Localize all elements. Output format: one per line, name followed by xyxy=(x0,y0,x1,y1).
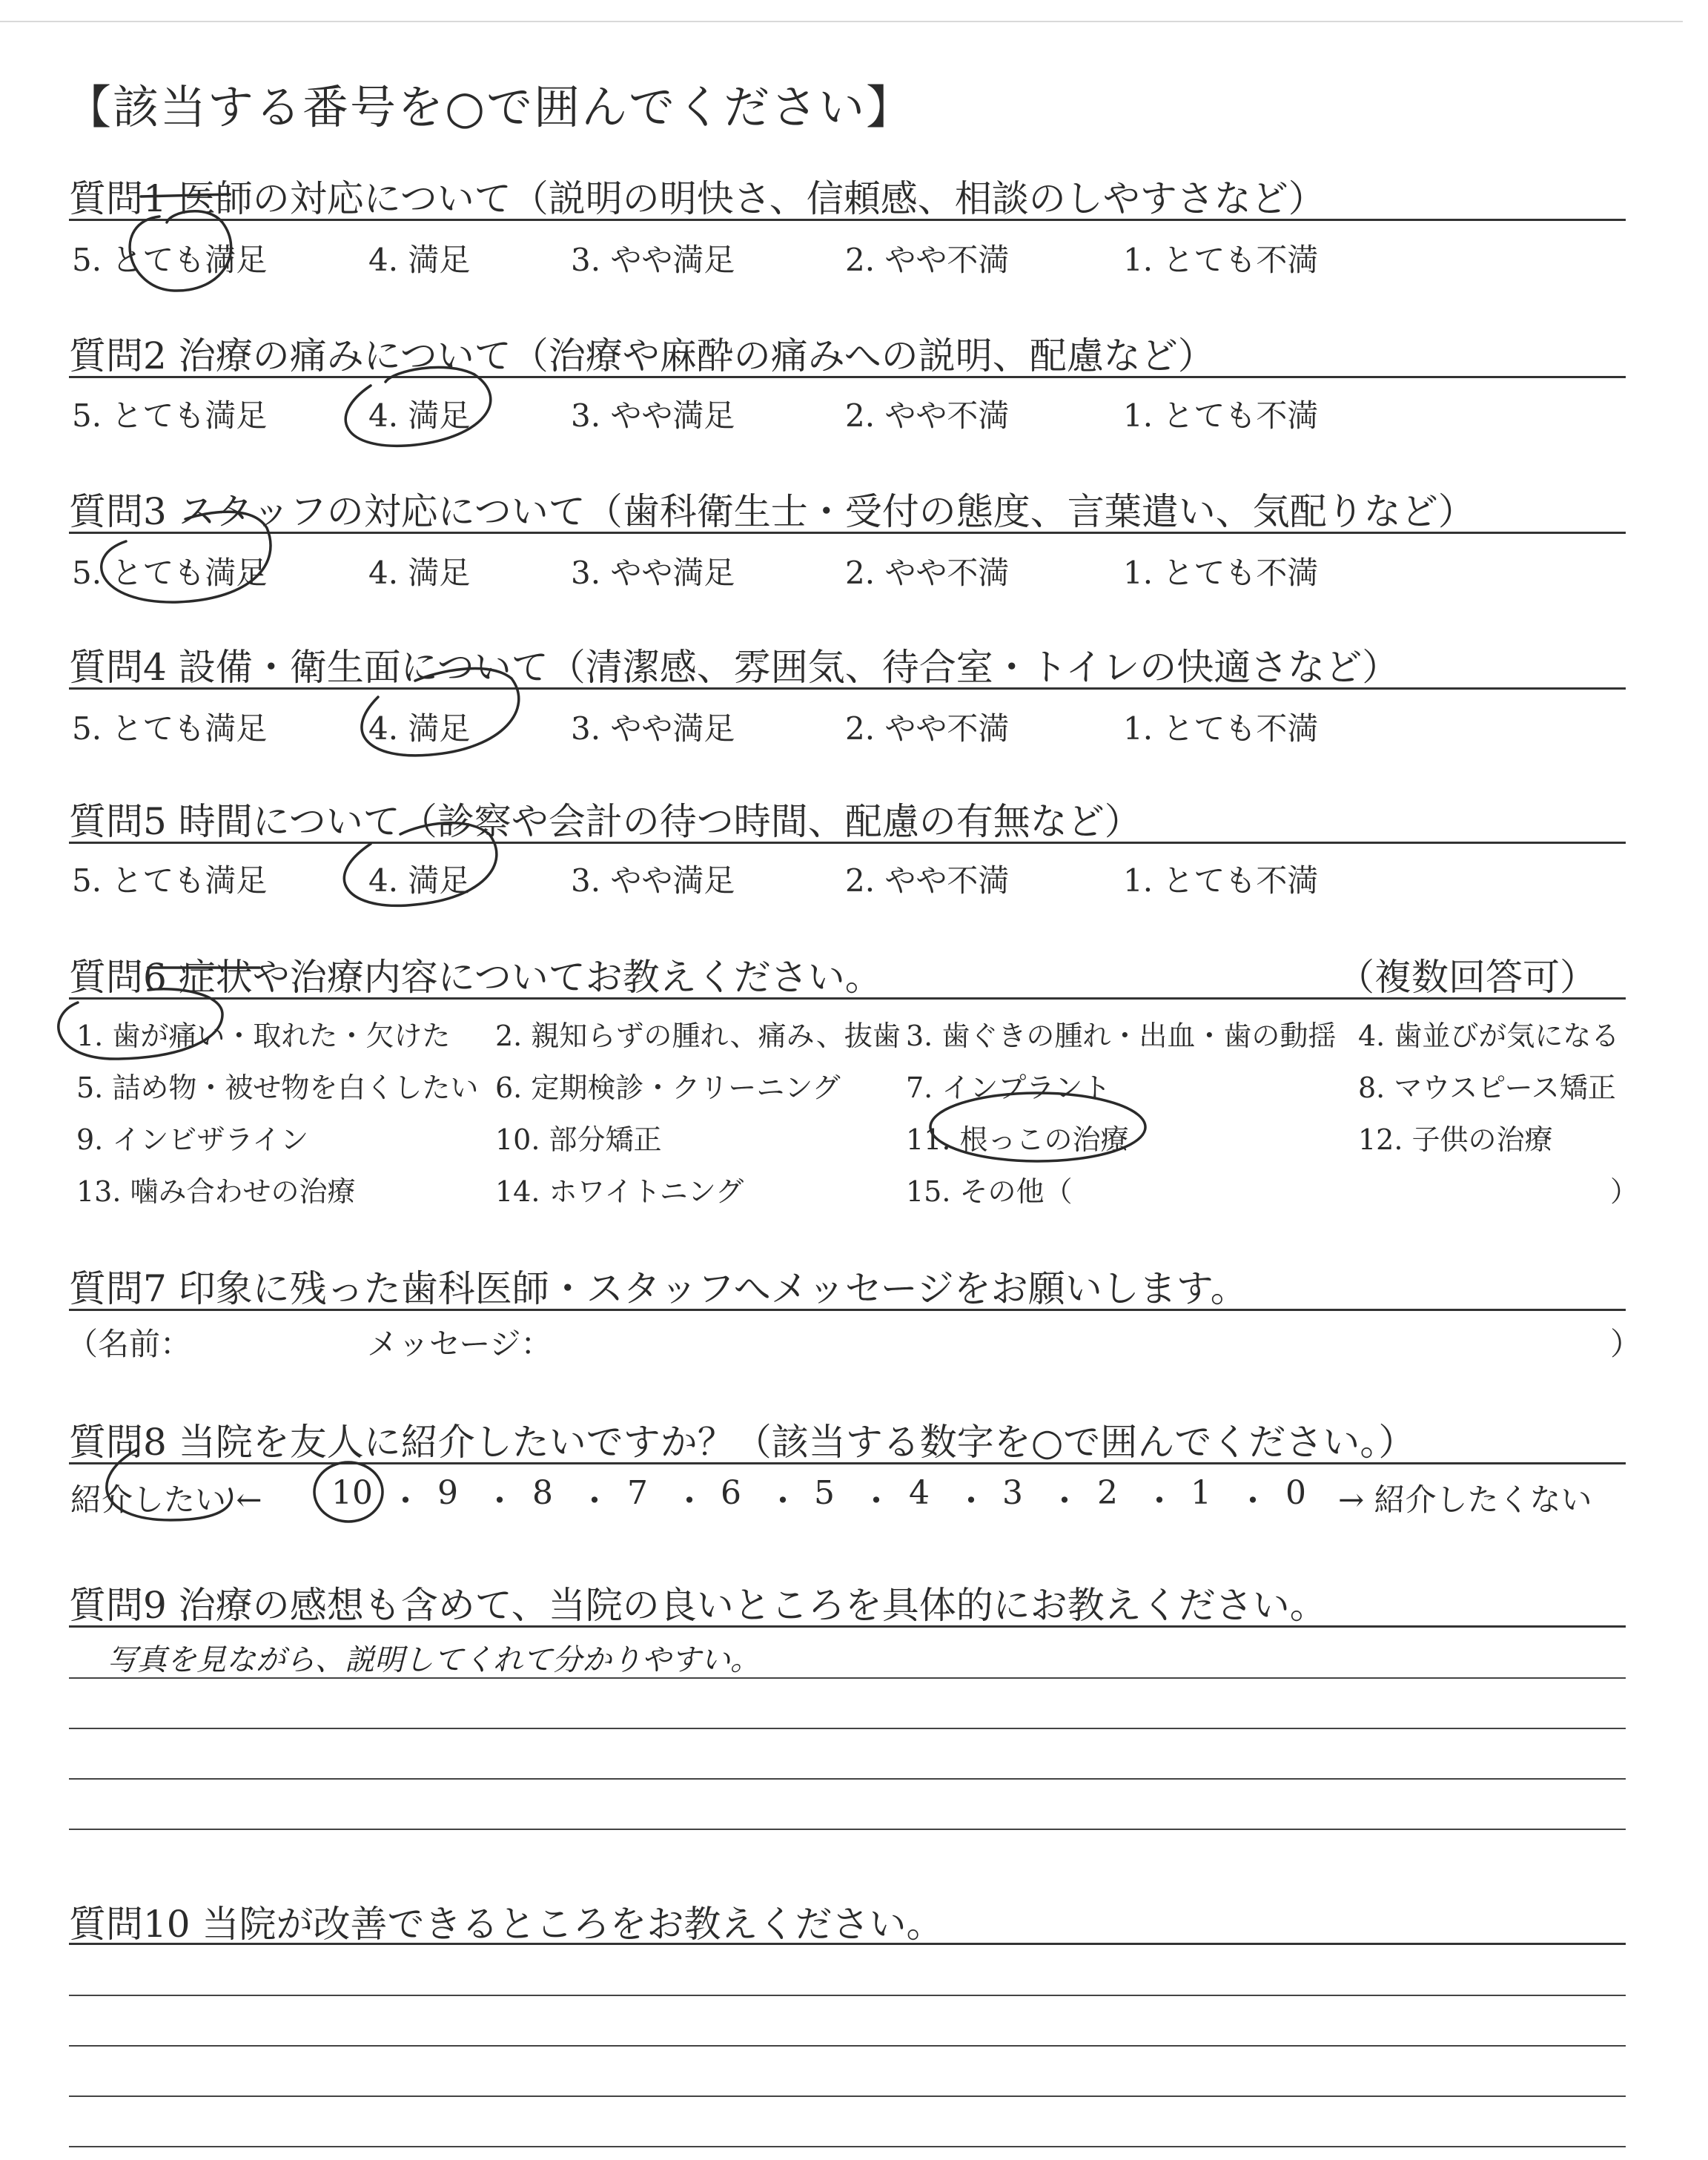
q4-heading: 質問4 設備・衛生面について（清潔感、雰囲気、待合室・トイレの快適さなど） xyxy=(69,646,1400,689)
q10-answer-line xyxy=(69,2146,1626,2147)
q8-dot: ・ xyxy=(578,1482,611,1520)
q5-option-2[interactable]: 2. やや不満 xyxy=(845,862,1010,899)
top-border xyxy=(0,21,1683,22)
q8-dot: ・ xyxy=(1143,1482,1176,1520)
q8-score-4[interactable]: 4 xyxy=(909,1474,930,1512)
q9-answer-line xyxy=(69,1728,1626,1729)
q2-option-1[interactable]: 1. とても不満 xyxy=(1123,397,1319,434)
q1-option-3[interactable]: 3. やや満足 xyxy=(571,242,735,278)
q5-option-4[interactable]: 4. 満足 xyxy=(368,862,471,899)
q7-heading: 質問7 印象に残った歯科医師・スタッフへメッセージをお願いします。 xyxy=(69,1267,1248,1310)
q10-answer-line xyxy=(69,2045,1626,2047)
q6-multi-answer-note: （複数回答可） xyxy=(1337,956,1597,999)
q6-other-close: ） xyxy=(1610,1175,1639,1208)
q8-dot: ・ xyxy=(389,1482,422,1520)
q4-option-4[interactable]: 4. 満足 xyxy=(368,710,471,747)
q6-option-6[interactable]: 6. 定期検診・クリーニング xyxy=(495,1071,841,1104)
q2-option-5[interactable]: 5. とても満足 xyxy=(72,397,268,434)
q8-right-label: → 紹介したくない xyxy=(1338,1482,1592,1518)
q6-option-8[interactable]: 8. マウスピース矯正 xyxy=(1358,1071,1616,1104)
q3-option-2[interactable]: 2. やや不満 xyxy=(845,555,1010,591)
q9-answer-line xyxy=(69,1677,1626,1679)
q8-score-0[interactable]: 0 xyxy=(1285,1474,1306,1512)
q8-score-9[interactable]: 9 xyxy=(437,1474,458,1512)
q8-score-5[interactable]: 5 xyxy=(814,1474,835,1512)
q6-option-11[interactable]: 11. 根っこの治療 xyxy=(906,1123,1129,1156)
q5-heading: 質問5 時間について（診察や会計の待つ時間、配慮の有無など） xyxy=(69,800,1142,843)
q8-score-8[interactable]: 8 xyxy=(532,1474,553,1512)
q8-dot: ・ xyxy=(955,1482,987,1520)
q7-rule xyxy=(69,1309,1626,1311)
q8-score-1[interactable]: 1 xyxy=(1191,1474,1211,1512)
q8-score-7[interactable]: 7 xyxy=(627,1474,648,1512)
q1-option-2[interactable]: 2. やや不満 xyxy=(845,242,1010,278)
q6-option-4[interactable]: 4. 歯並びが気になる xyxy=(1358,1020,1620,1052)
q2-rule xyxy=(69,376,1626,378)
q6-option-14[interactable]: 14. ホワイトニング xyxy=(495,1175,744,1208)
q9-heading: 質問9 治療の感想も含めて、当院の良いところを具体的にお教えください。 xyxy=(69,1584,1327,1627)
q6-heading: 質問6 症状や治療内容についてお教えください。 xyxy=(69,956,882,999)
q8-rule xyxy=(69,1462,1626,1464)
q7-message-label: メッセージ： xyxy=(367,1326,552,1362)
q1-option-5[interactable]: 5. とても満足 xyxy=(72,242,268,278)
q9-answer-line xyxy=(69,1829,1626,1830)
q3-option-4[interactable]: 4. 満足 xyxy=(368,555,471,591)
q2-heading: 質問2 治療の痛みについて（治療や麻酔の痛みへの説明、配慮など） xyxy=(69,334,1215,377)
q1-option-1[interactable]: 1. とても不満 xyxy=(1123,242,1319,278)
q8-dot: ・ xyxy=(767,1482,799,1520)
q8-dot: ・ xyxy=(673,1482,706,1520)
q6-option-5[interactable]: 5. 詰め物・被せ物を白くしたい xyxy=(76,1071,479,1104)
q4-option-3[interactable]: 3. やや満足 xyxy=(571,710,735,747)
q6-option-12[interactable]: 12. 子供の治療 xyxy=(1358,1123,1553,1156)
q2-option-4[interactable]: 4. 満足 xyxy=(368,397,471,434)
q8-dot: ・ xyxy=(860,1482,893,1520)
q6-option-10[interactable]: 10. 部分矯正 xyxy=(495,1123,662,1156)
q5-option-3[interactable]: 3. やや満足 xyxy=(571,862,735,899)
q5-option-5[interactable]: 5. とても満足 xyxy=(72,862,268,899)
q6-option-2[interactable]: 2. 親知らずの腫れ、痛み、抜歯 xyxy=(495,1020,901,1052)
q7-close: ） xyxy=(1610,1326,1642,1362)
q3-heading: 質問3 スタッフの対応について（歯科衛生士・受付の態度、言葉遣い、気配りなど） xyxy=(69,490,1475,533)
q8-heading: 質問8 当院を友人に紹介したいですか？（該当する数字を○で囲んでください。） xyxy=(69,1421,1416,1464)
q6-option-1[interactable]: 1. 歯が痛い・取れた・欠けた xyxy=(76,1020,451,1052)
q6-option-13[interactable]: 13. 噛み合わせの治療 xyxy=(76,1175,356,1208)
q4-option-1[interactable]: 1. とても不満 xyxy=(1123,710,1319,747)
q4-option-5[interactable]: 5. とても満足 xyxy=(72,710,268,747)
q6-option-15[interactable]: 15. その他（ xyxy=(906,1175,1073,1208)
q9-answer-line xyxy=(69,1778,1626,1780)
q8-left-label: 紹介したい ← xyxy=(70,1482,262,1518)
q1-option-4[interactable]: 4. 満足 xyxy=(368,242,471,278)
q9-handwritten-answer: 写真を見ながら、説明してくれて分かりやすい。 xyxy=(107,1643,760,1677)
q10-heading: 質問10 当院が改善できるところをお教えください。 xyxy=(69,1903,944,1946)
q3-option-3[interactable]: 3. やや満足 xyxy=(571,555,735,591)
q3-rule xyxy=(69,532,1626,534)
q10-rule xyxy=(69,1943,1626,1945)
q6-option-7[interactable]: 7. インプラント xyxy=(906,1071,1111,1104)
q1-rule xyxy=(69,219,1626,221)
q3-option-1[interactable]: 1. とても不満 xyxy=(1123,555,1319,591)
q8-score-6[interactable]: 6 xyxy=(721,1474,741,1512)
q3-option-5[interactable]: 5. とても満足 xyxy=(72,555,268,591)
q5-rule xyxy=(69,842,1626,844)
q9-rule xyxy=(69,1625,1626,1628)
q4-option-2[interactable]: 2. やや不満 xyxy=(845,710,1010,747)
q8-dot: ・ xyxy=(483,1482,516,1520)
q2-option-2[interactable]: 2. やや不満 xyxy=(845,397,1010,434)
q2-option-3[interactable]: 3. やや満足 xyxy=(571,397,735,434)
q8-dot: ・ xyxy=(1237,1482,1269,1520)
q8-dot: ・ xyxy=(1048,1482,1081,1520)
q10-answer-line xyxy=(69,1995,1626,1996)
q6-option-3[interactable]: 3. 歯ぐきの腫れ・出血・歯の動揺 xyxy=(906,1020,1337,1052)
q8-score-10[interactable]: 10 xyxy=(331,1474,373,1512)
q6-option-9[interactable]: 9. インビザライン xyxy=(76,1123,309,1156)
q5-option-1[interactable]: 1. とても不満 xyxy=(1123,862,1319,899)
q10-answer-line xyxy=(69,2095,1626,2097)
q4-rule xyxy=(69,687,1626,690)
q6-rule xyxy=(69,997,1626,1000)
q7-name-label: （名前： xyxy=(67,1326,192,1362)
q1-heading: 質問1 医師の対応について（説明の明快さ、信頼感、相談のしやすさなど） xyxy=(69,177,1325,220)
page-title: 【該当する番号を○で囲んでください】 xyxy=(65,80,914,134)
q8-score-2[interactable]: 2 xyxy=(1097,1474,1118,1512)
q8-score-3[interactable]: 3 xyxy=(1002,1474,1023,1512)
